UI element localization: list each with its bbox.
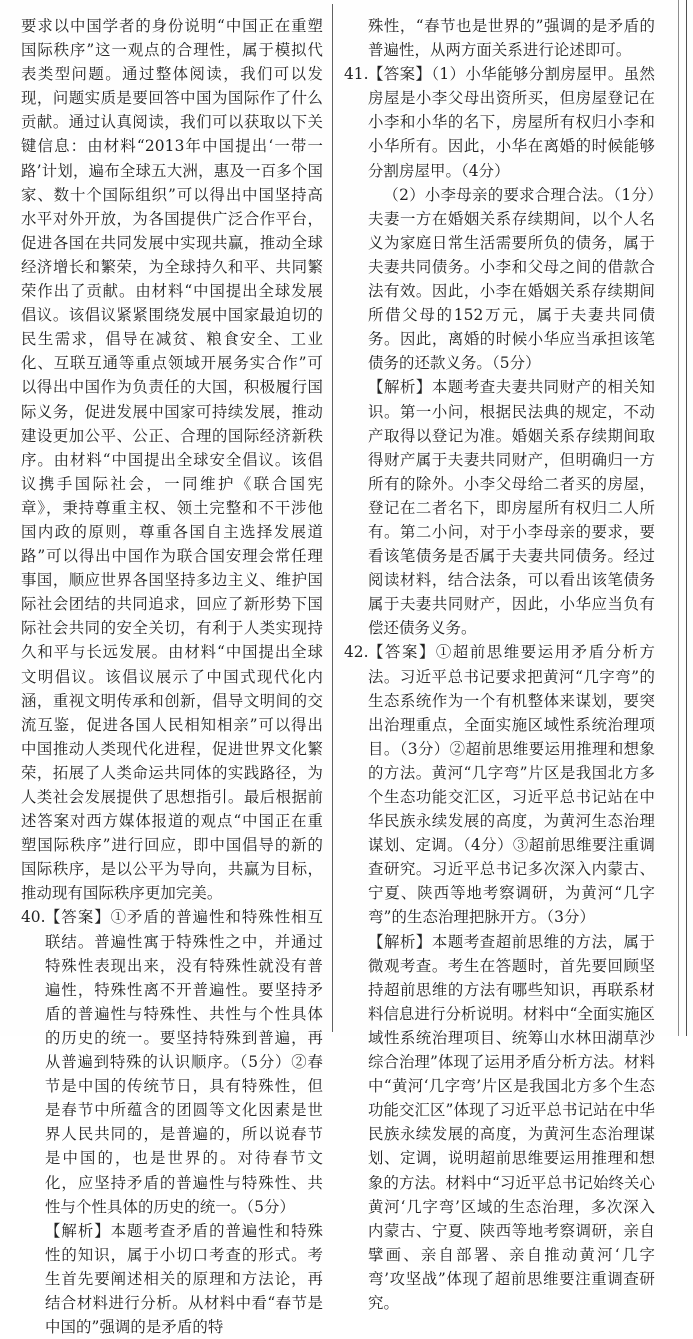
analysis-paragraph: 【解析】本题考查超前思维的方法，属于微观考查。考生在答题时，首先要回顾坚持超前思维的方法有哪些知识，再联系材料信息进行分析说明。材料中“全面实施区域性系统治理项目、统筹山水林田湖草沙综合治理”体现了运用矛盾分析方法。材料中“黄河‘几字弯’片区是我国北方多个生态功能交汇区”体现了习近平总书记站在中华民族永续发展的高度，为黄河生态治理谋划、定调，说明超前思维要运用推理和想象的方法。材料中“习近平总书记始终关心黄河‘几字弯’区域的生态治理，多次深入内蒙古、宁夏、陕西等地考察调研，亲自擘画、亲自部署、亲自推动黄河‘几字弯’攻坚战”体现了超前思维要注重调查研究。 [368,932,655,1312]
answer-item-41 [344,62,655,640]
item-number: 42. [344,643,369,662]
item-number: 40. [21,908,46,927]
answer-paragraph: 【答案】①超前思维要运用矛盾分析方法。习近平总书记要求把黄河“几字弯”的生态系统作为一个有机整体来谋划，要突出治理重点，全面实施区域性系统治理项目。（3分）②超前思维要运用推理和想象的方法。黄河“几字弯”片区是我国北方多个生态功能交汇区，习近平总书记站在中华民族永续发展的高度，为黄河生态治理谋划、定调。（4分）③超前思维要注重调查研究。习近平总书记多次深入内蒙古、宁夏、陕西等地考察调研，为黄河“几字弯”的生态治理把脉开方。（3分） [368,643,655,927]
item-body [368,62,655,640]
item-body [368,640,655,1315]
answer-paragraph: （2）小李母亲的要求合理合法。（1分）夫妻一方在婚姻关系存续期间，以个人名义为家庭日常生活需要所负的债务，属于夫妻共同债务。小李和父母之间的借款合法有效。因此，小李在婚姻关系存续期间所借父母的152万元，属于夫妻共同债务。因此，离婚的时候小华应当承担该笔债务的还款义务。（5分） [368,185,655,373]
answer-paragraph: 【答案】①矛盾的普遍性和特殊性相互联结。普遍性寓于特殊性之中，并通过特殊性表现出来，没有特殊性就没有普遍性，特殊性离不开普遍性。要坚持矛盾的普遍性与特殊性、共性与个性具体的历史的统一。要坚持特殊到普遍，再从普遍到特殊的认识顺序。（5分）②春节是中国的传统节日，具有特殊性，但是春节中所蕴含的团圆等文化因素是世界人民共同的，是普遍的，所以说春节是中国的，也是世界的。对待春节文化，应坚持矛盾的普遍性与特殊性、共性与个性具体的历史的统一。（5分） [45,908,323,1216]
item-number: 41. [344,65,369,84]
continuation-paragraph: 殊性，“春节也是世界的”强调的是矛盾的普遍性，从两方面关系进行论述即可。 [368,17,655,60]
analysis-paragraph: 【解析】本题考查矛盾的普遍性和特殊性的知识，属于小切口考查的形式。考生首先要阐述相关的原理和方法论，再结合材料进行分析。从材料中看“春节是中国的”强调的是矛盾的特 [45,1221,323,1337]
answer-item-40 [21,905,323,1339]
continuation-paragraph: 要求以中国学者的身份说明“中国正在重塑国际秩序”这一观点的合理性，属于模拟代表类型问题。通过整体阅读，我们可以发现，问题实质是要回答中国为国际作了什么贡献。通过认真阅读，我们可以获取以下关键信息：由材料“2013年中国提出‘一带一路’计划，遍布全球五大洲，惠及一百多个国家、数十个国际组织”可以得出中国坚持高水平对外开放，为各国提供广泛合作平台，促进各国在共同发展中实现共赢，推动全球经济增长和繁荣，为全球持久和平、共同繁荣作出了贡献。由材料“中国提出全球发展倡议。该倡议紧紧围绕发展中国家最迫切的民生需求，倡导在减贫、粮食安全、工业化、互联互通等重点领域开展务实合作”可以得出中国作为负责任的大国，积极履行国际义务，促进发展中国家可持续发展，推动建设更加公平、公正、合理的国际经济新秩序。由材料“中国提出全球安全倡议。该倡议携手国际社会，一同维护《联合国宪章》，秉持尊重主权、领土完整和不干涉他国内政的原则，尊重各国自主选择发展道路”可以得出中国作为联合国安理会常任理事国，顺应世界各国坚持多边主义、维护国际社会团结的共同追求，回应了新形势下国际社会共同的安全关切，有利于人类实现持久和平与长远发展。由材料“中国提出全球文明倡议。该倡议展示了中国式现代化内涵，重视文明传承和创新，倡导文明间的交流互鉴，促进各国人民相知相亲”可以得出中国推动人类现代化进程，促进世界文化繁荣，拓展了人类命运共同体的实践路径，为人类社会发展提供了思想指引。最后根据前述答案对西方媒体报道的观点“中国正在重塑国际秩序”进行回应，即中国倡导的新的国际秩序，是以公平为导向，共赢为目标，推动现有国际秩序更加完美。 [21,17,323,903]
analysis-paragraph: 【解析】本题考查夫妻共同财产的相关知识。第一小问，根据民法典的规定，不动产取得以登记为准。婚姻关系存续期间取得财产属于夫妻共同财产，但明确归一方所有的除外。小李父母给二者买的房屋，登记在二者名下，即房屋所有权归二人所有。第二小问，对于小李母亲的要求，要看该笔债务是否属于夫妻共同债务。经过阅读材料，结合法条，可以看出该笔债务属于夫妻共同财产，因此，小华应当负有偿还债务义务。 [368,378,655,638]
answer-paragraph: 【答案】（1）小华能够分割房屋甲。虽然房屋是小李父母出资所买，但房屋登记在小李和小华的名下，房屋所有权归小李和小华所有。因此，小华在离婚的时候能够分割房屋甲。（4分） [368,65,655,180]
left-column [0,0,332,1337]
right-column [332,0,693,1312]
answer-item-42 [344,640,655,1315]
item-body [45,905,323,1339]
